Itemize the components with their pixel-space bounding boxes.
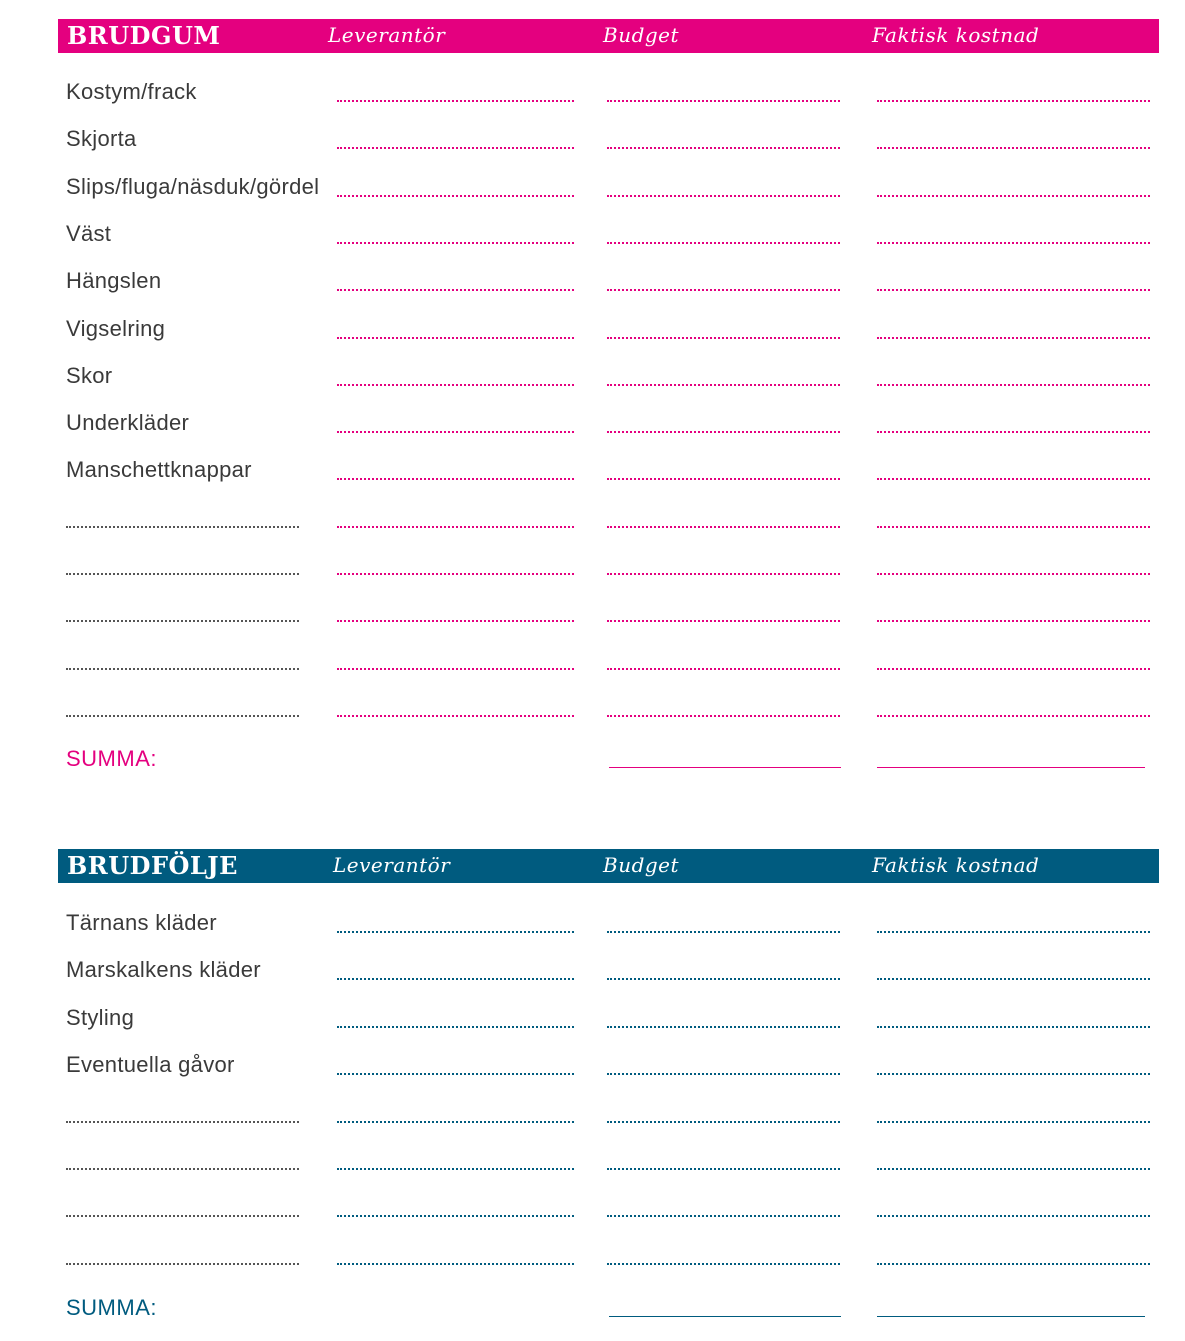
faktisk-kostnad-field[interactable] (877, 147, 1150, 149)
leverantor-field[interactable] (337, 620, 574, 622)
budget-field[interactable] (607, 573, 840, 575)
budget-field[interactable] (607, 1121, 840, 1123)
leverantor-field[interactable] (337, 431, 574, 433)
list-item (0, 167, 1185, 214)
faktisk-kostnad-field[interactable] (877, 526, 1150, 528)
faktisk-kostnad-field[interactable] (877, 100, 1150, 102)
blank-item-field[interactable] (66, 573, 299, 575)
leverantor-field[interactable] (337, 526, 574, 528)
budget-field[interactable] (607, 384, 840, 386)
faktisk-kostnad-field[interactable] (877, 1168, 1150, 1170)
brudfolje-summa-label: SUMMA: (66, 1295, 157, 1320)
budget-field[interactable] (607, 526, 840, 528)
list-item (0, 640, 1185, 687)
faktisk-kostnad-field[interactable] (877, 195, 1150, 197)
leverantor-field[interactable] (337, 478, 574, 480)
list-item (0, 72, 1185, 119)
faktisk-kostnad-field[interactable] (877, 931, 1150, 933)
brudfolje-budget-total-line[interactable] (609, 1316, 841, 1317)
budget-field[interactable] (607, 195, 840, 197)
budget-field[interactable] (607, 1168, 840, 1170)
list-item (0, 119, 1185, 166)
faktisk-kostnad-field[interactable] (877, 384, 1150, 386)
brudfolje-title: BRUDFÖLJE (67, 851, 238, 880)
faktisk-kostnad-field[interactable] (877, 289, 1150, 291)
list-item (0, 403, 1185, 450)
leverantor-field[interactable] (337, 1073, 574, 1075)
list-item (0, 592, 1185, 639)
list-item (0, 903, 1185, 950)
list-item (0, 309, 1185, 356)
col-leverantor: Leverantör (328, 23, 446, 47)
brudgum-faktisk-total-line[interactable] (877, 767, 1145, 768)
faktisk-kostnad-field[interactable] (877, 668, 1150, 670)
budget-field[interactable] (607, 147, 840, 149)
budget-field[interactable] (607, 1215, 840, 1217)
col-faktisk-kostnad: Faktisk kostnad (872, 853, 1040, 877)
faktisk-kostnad-field[interactable] (877, 1073, 1150, 1075)
leverantor-field[interactable] (337, 289, 574, 291)
leverantor-field[interactable] (337, 715, 574, 717)
leverantor-field[interactable] (337, 100, 574, 102)
list-item (0, 214, 1185, 261)
leverantor-field[interactable] (337, 978, 574, 980)
leverantor-field[interactable] (337, 1168, 574, 1170)
blank-item-field[interactable] (66, 1168, 299, 1170)
blank-item-field[interactable] (66, 620, 299, 622)
item-label: Vigselring (66, 315, 166, 341)
brudfolje-header-bar (58, 849, 1159, 883)
item-label: Marskalkens kläder (66, 957, 261, 983)
faktisk-kostnad-field[interactable] (877, 978, 1150, 980)
faktisk-kostnad-field[interactable] (877, 242, 1150, 244)
budget-field[interactable] (607, 100, 840, 102)
col-faktisk-kostnad: Faktisk kostnad (872, 23, 1040, 47)
brudgum-summa-label: SUMMA: (66, 746, 157, 771)
brudgum-title: BRUDGUM (67, 21, 221, 50)
budget-field[interactable] (607, 715, 840, 717)
list-item (0, 498, 1185, 545)
leverantor-field[interactable] (337, 242, 574, 244)
budget-field[interactable] (607, 1026, 840, 1028)
leverantor-field[interactable] (337, 1121, 574, 1123)
blank-item-field[interactable] (66, 526, 299, 528)
faktisk-kostnad-field[interactable] (877, 715, 1150, 717)
blank-item-field[interactable] (66, 1121, 299, 1123)
item-label: Eventuella gåvor (66, 1052, 235, 1078)
list-item (0, 950, 1185, 997)
brudfolje-faktisk-total-line[interactable] (877, 1316, 1145, 1317)
list-item (0, 1140, 1185, 1187)
col-leverantor: Leverantör (333, 853, 451, 877)
item-label: Hängslen (66, 268, 162, 294)
list-item (0, 687, 1185, 734)
faktisk-kostnad-field[interactable] (877, 1121, 1150, 1123)
item-label: Kostym/frack (66, 79, 197, 104)
item-label: Skor (66, 362, 113, 388)
list-item (0, 356, 1185, 403)
budget-field[interactable] (607, 337, 840, 339)
item-label: Manschettknappar (66, 457, 252, 483)
budget-field[interactable] (607, 978, 840, 980)
budget-field[interactable] (607, 242, 840, 244)
list-item (0, 545, 1185, 592)
col-budget: Budget (603, 853, 680, 877)
budget-field[interactable] (607, 289, 840, 291)
budget-field[interactable] (607, 620, 840, 622)
leverantor-field[interactable] (337, 931, 574, 933)
blank-item-field[interactable] (66, 715, 299, 717)
faktisk-kostnad-field[interactable] (877, 337, 1150, 339)
brudgum-budget-total-line[interactable] (609, 767, 841, 768)
budget-field[interactable] (607, 931, 840, 933)
list-item (0, 1045, 1185, 1092)
leverantor-field[interactable] (337, 195, 574, 197)
faktisk-kostnad-field[interactable] (877, 478, 1150, 480)
budget-field[interactable] (607, 431, 840, 433)
list-item (0, 1187, 1185, 1234)
blank-item-field[interactable] (66, 1263, 299, 1265)
list-item (0, 1235, 1185, 1282)
list-item (0, 1093, 1185, 1140)
leverantor-field[interactable] (337, 1215, 574, 1217)
faktisk-kostnad-field[interactable] (877, 431, 1150, 433)
list-item (0, 450, 1185, 497)
item-label: Väst (66, 220, 112, 246)
list-item (0, 261, 1185, 308)
blank-item-field[interactable] (66, 1215, 299, 1217)
budget-field[interactable] (607, 1073, 840, 1075)
budget-field[interactable] (607, 478, 840, 480)
list-item (0, 998, 1185, 1045)
leverantor-field[interactable] (337, 1263, 574, 1265)
brudgum-header-bar (58, 19, 1159, 53)
item-label: Slips/fluga/näsduk/gördel (66, 173, 320, 199)
item-label: Skjorta (66, 126, 137, 152)
faktisk-kostnad-field[interactable] (877, 1026, 1150, 1028)
leverantor-field[interactable] (337, 337, 574, 339)
budget-field[interactable] (607, 1263, 840, 1265)
faktisk-kostnad-field[interactable] (877, 573, 1150, 575)
budget-field[interactable] (607, 668, 840, 670)
item-label: Tärnans kläder (66, 910, 217, 935)
blank-item-field[interactable] (66, 668, 299, 670)
faktisk-kostnad-field[interactable] (877, 620, 1150, 622)
leverantor-field[interactable] (337, 147, 574, 149)
leverantor-field[interactable] (337, 1026, 574, 1028)
leverantor-field[interactable] (337, 573, 574, 575)
faktisk-kostnad-field[interactable] (877, 1263, 1150, 1265)
col-budget: Budget (603, 23, 680, 47)
leverantor-field[interactable] (337, 384, 574, 386)
item-label: Styling (66, 1004, 135, 1030)
leverantor-field[interactable] (337, 668, 574, 670)
faktisk-kostnad-field[interactable] (877, 1215, 1150, 1217)
item-label: Underkläder (66, 410, 190, 436)
